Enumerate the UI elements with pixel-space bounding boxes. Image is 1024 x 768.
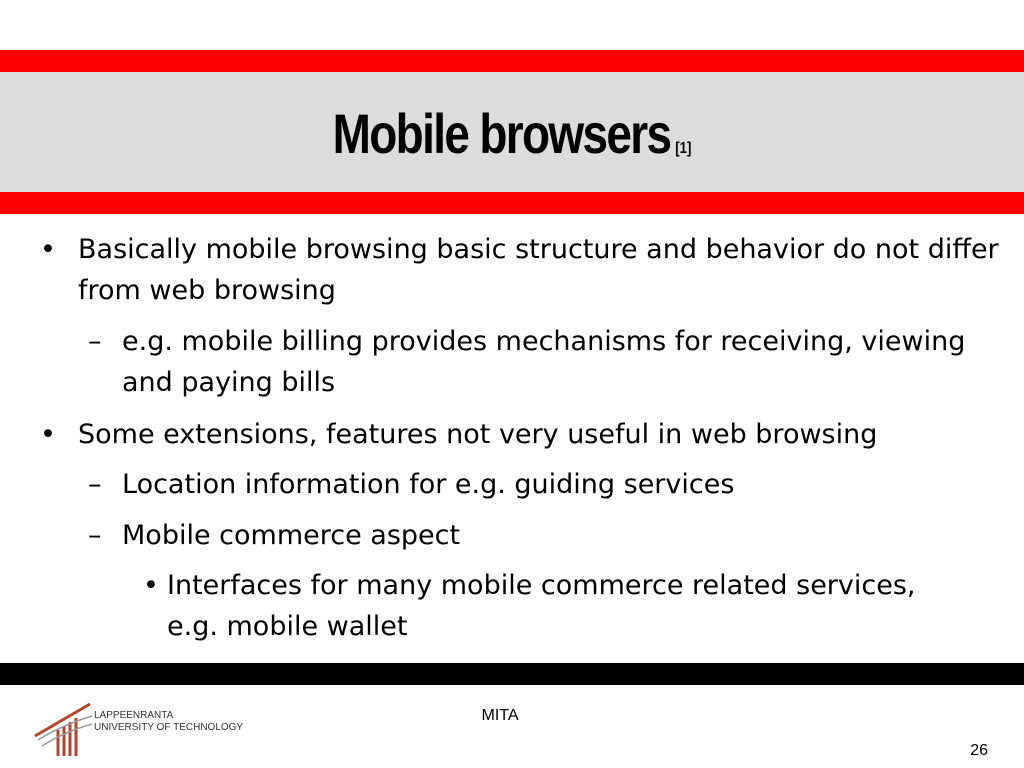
- dash-marker: –: [88, 520, 102, 551]
- bullet-marker: •: [40, 419, 56, 450]
- title-reference: [1]: [675, 140, 692, 157]
- third-level-bullet-text: Interfaces for many mobile commerce related services, e.g. mobile wallet: [167, 570, 916, 642]
- dash-marker: –: [88, 469, 102, 500]
- third-level-bullet-item: [143, 565, 943, 647]
- sub-bullet-item: [88, 515, 988, 556]
- red-stripe-top: [0, 50, 1024, 72]
- footer-black-bar: [0, 663, 1024, 685]
- bullet-text: Basically mobile browsing basic structure and behavior do not differ from web browsing: [78, 234, 999, 306]
- page-number: 26: [970, 742, 988, 759]
- bullet-item: [40, 229, 1020, 311]
- logo-line-1: LAPPEENRANTA: [94, 710, 174, 721]
- slide-title: [92, 100, 932, 183]
- sub-bullet-item: [88, 464, 988, 505]
- logo-line-2: UNIVERSITY OF TECHNOLOGY: [94, 722, 244, 733]
- red-stripe-bottom: [0, 192, 1024, 214]
- sub-bullet-text: Location information for e.g. guiding services: [122, 469, 735, 500]
- sub-bullet-text: Mobile commerce aspect: [122, 520, 461, 551]
- sub-bullet-text: e.g. mobile billing provides mechanisms for receiving, viewing and paying bills: [122, 326, 966, 398]
- bullet-item: [40, 414, 1024, 455]
- sub-bullet-item: [88, 321, 988, 403]
- bullet-marker: •: [143, 570, 159, 601]
- footer-label: MITA: [481, 707, 519, 724]
- bullet-marker: •: [40, 234, 56, 265]
- dash-marker: –: [88, 326, 102, 357]
- bullet-text: Some extensions, features not very useful in web browsing: [78, 419, 878, 450]
- slide-title-text: Mobile browsers: [332, 102, 671, 165]
